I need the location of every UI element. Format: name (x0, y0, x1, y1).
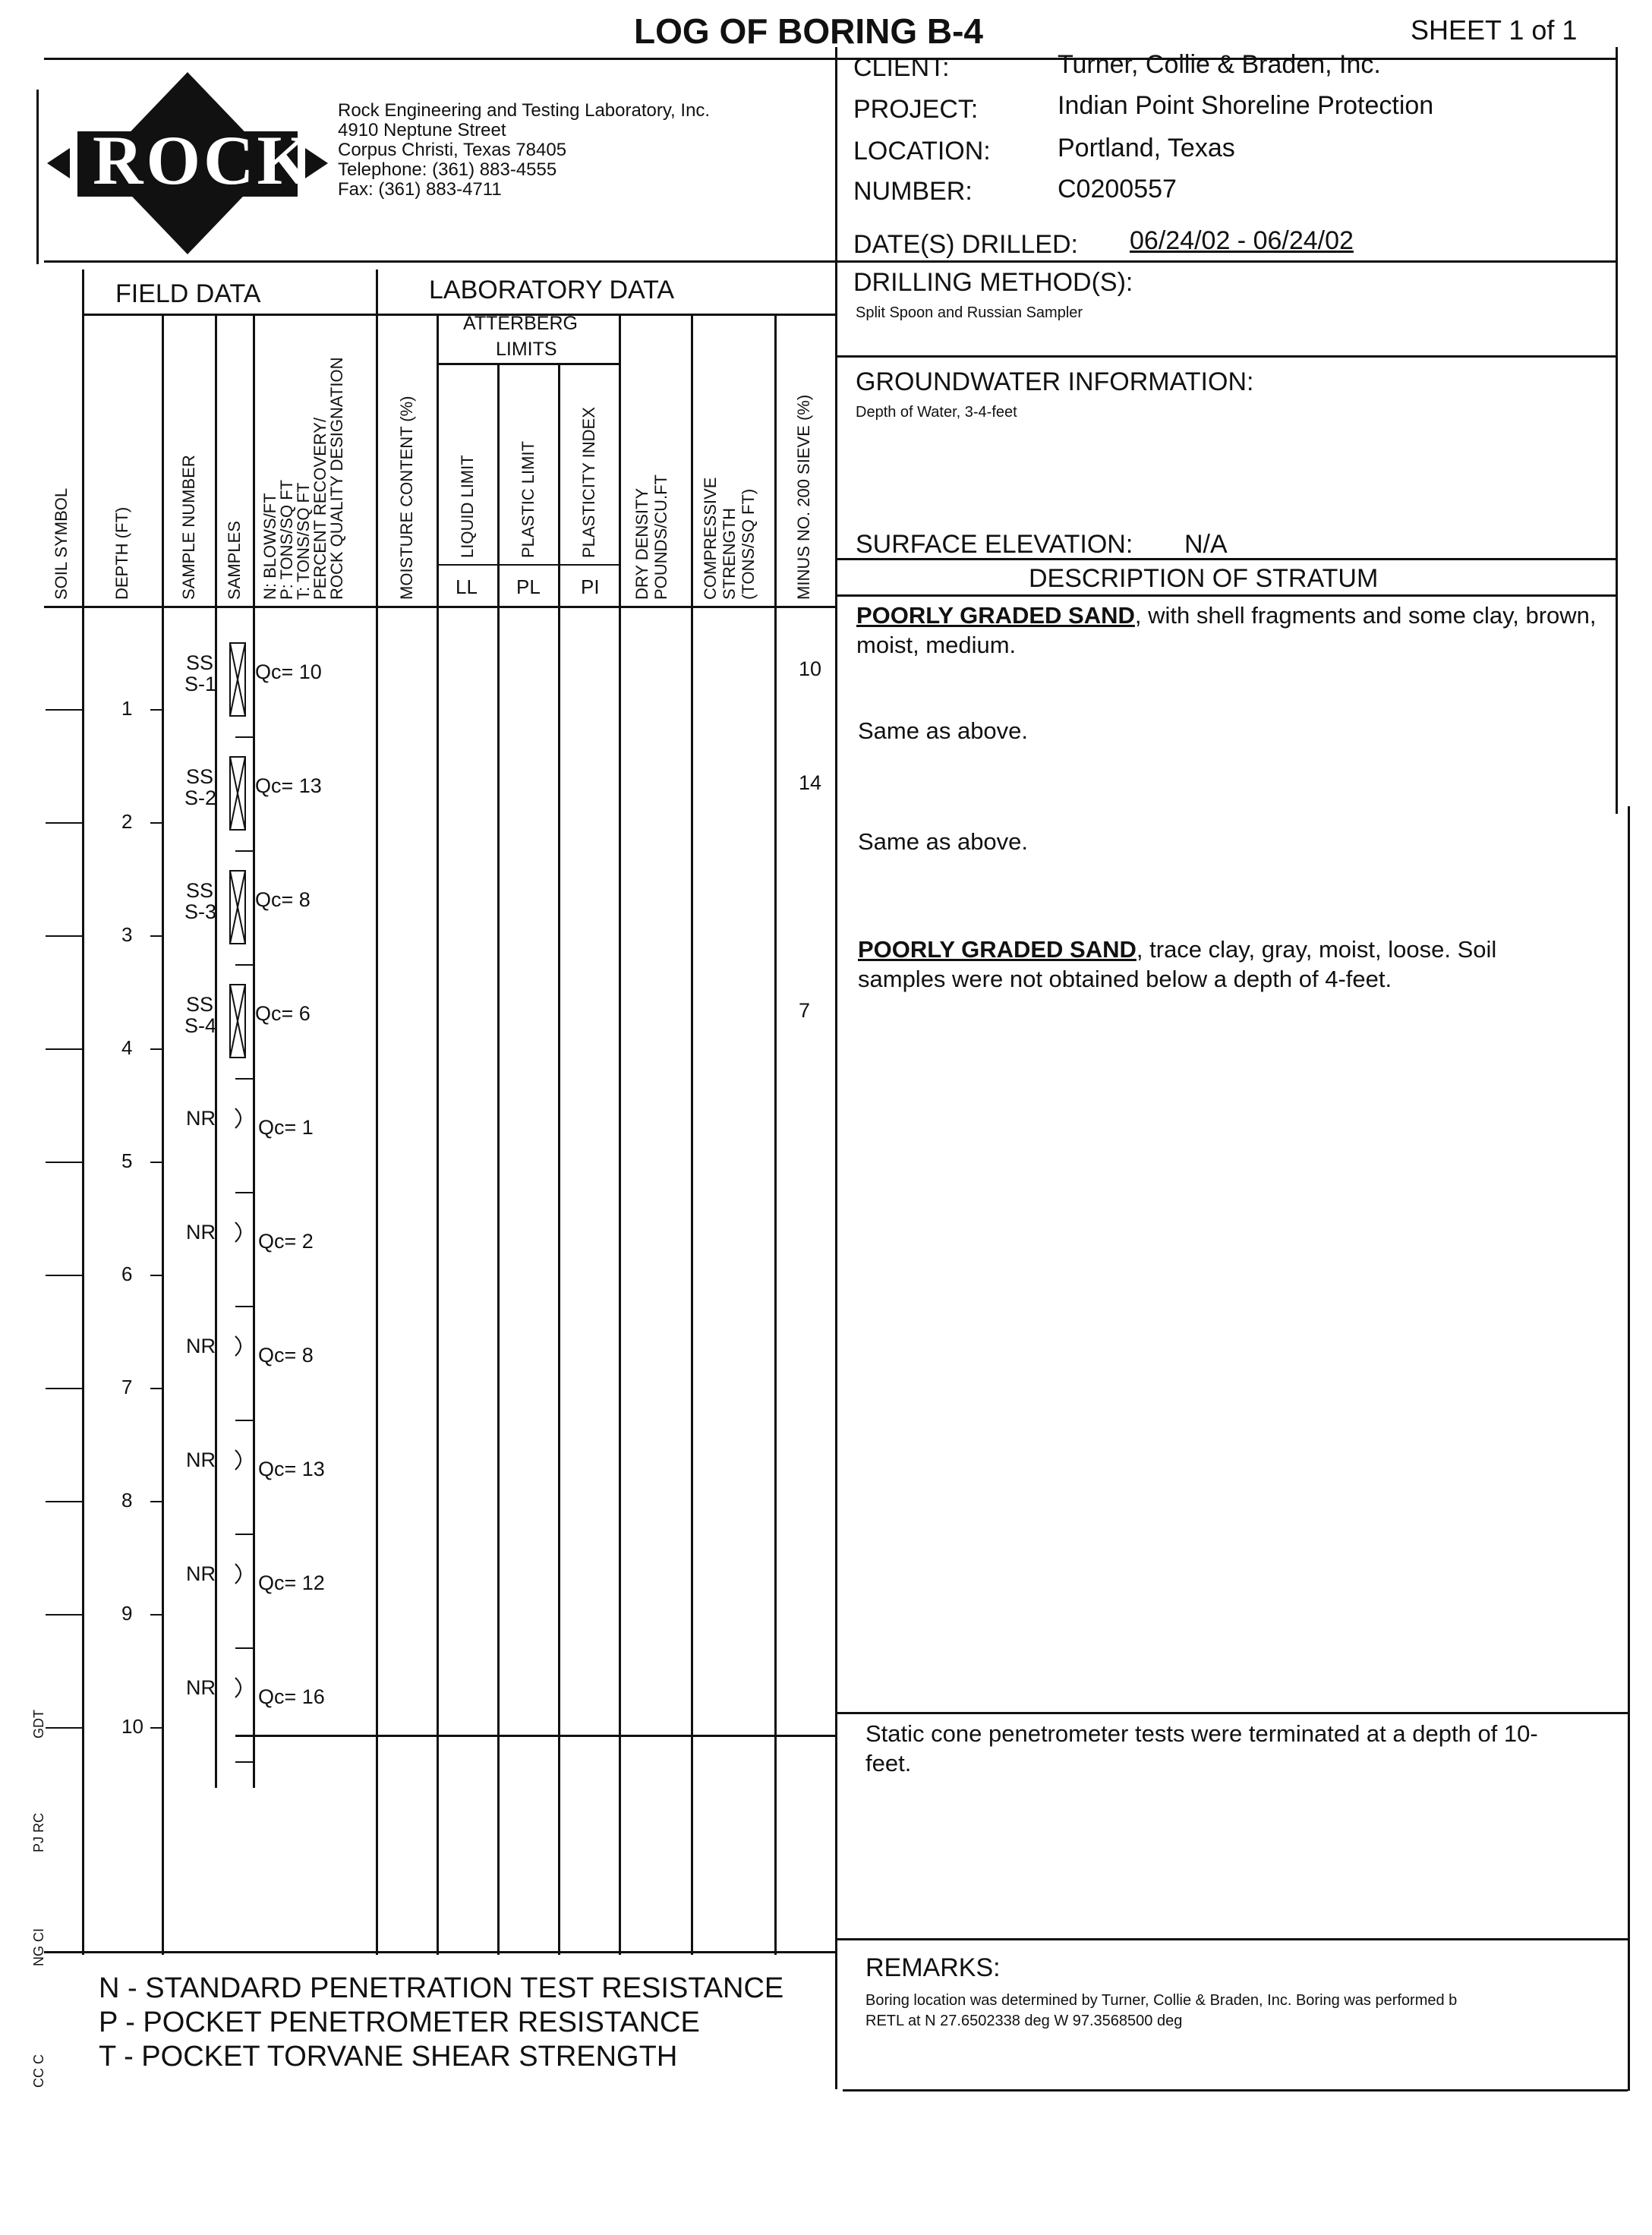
depth-tick-label: 6 (121, 1263, 133, 1285)
col-dry-comp (691, 315, 693, 1955)
blows-header-4: PERCENT RECOVERY/ (311, 417, 329, 600)
legend-p: P - POCKET PENETROMETER RESISTANCE (99, 2006, 700, 2038)
sample-separator (235, 1192, 253, 1193)
client-label: CLIENT: (853, 53, 950, 82)
remarks-line-1: Boring location was determined by Turner, Collie & Braden, Inc. Boring was performed b (865, 1992, 1458, 2009)
header-bottom-border (44, 260, 1617, 263)
depth-tick-mark-right (150, 709, 162, 711)
sample-type: SS (186, 765, 214, 788)
col-moisture-ll (437, 315, 439, 1955)
depth-tick-mark (46, 1388, 82, 1389)
depth-tick-label: 9 (121, 1602, 133, 1625)
dry-density-header-2: POUNDS/CU.FT (651, 474, 670, 600)
depth-tick-mark-right (150, 935, 162, 937)
split-spoon-icon (228, 983, 247, 1059)
liquid-limit-header: LIQUID LIMIT (458, 455, 477, 558)
depth-tick-mark-right (150, 1388, 162, 1389)
depth-tick-label: 5 (121, 1149, 133, 1172)
col-pl-pi (558, 364, 560, 1955)
company-city: Corpus Christi, Texas 78405 (338, 140, 567, 160)
blows-header-3: T: TONS/SQ FT (294, 482, 313, 600)
depth-tick-label: 1 (121, 697, 133, 720)
moisture-header: MOISTURE CONTENT (%) (397, 396, 416, 600)
split-spoon-icon (228, 755, 247, 831)
cone-test-icon (232, 1562, 249, 1585)
depth-tick-mark-right (150, 1614, 162, 1616)
depth-tick-mark-right (150, 1162, 162, 1163)
compressive-header-1: COMPRESSIVE (701, 477, 720, 600)
col-samples-blows (253, 315, 255, 1788)
depth-tick-mark (46, 709, 82, 711)
minus-200-value: 10 (799, 657, 822, 680)
number-label: NUMBER: (853, 177, 973, 206)
depth-tick-label: 3 (121, 923, 133, 946)
same-as-above-2: Same as above. (858, 828, 1029, 855)
sample-separator (235, 1078, 253, 1080)
dry-density-header-1: DRY DENSITY (632, 487, 651, 600)
cone-resistance-value: Qc= 8 (255, 888, 311, 911)
ll-pl-pi-top (437, 564, 619, 566)
cone-resistance-value: Qc= 13 (258, 1458, 325, 1480)
depth-tick-mark (46, 1501, 82, 1502)
drilling-bottom-border (835, 355, 1616, 358)
cone-resistance-value: Qc= 1 (258, 1116, 314, 1139)
description-header: DESCRIPTION OF STRATUM (1029, 564, 1379, 593)
soil-symbol-header: SOIL SYMBOL (52, 487, 71, 600)
depth-10-line (235, 1735, 835, 1737)
cone-test-icon (232, 1676, 249, 1699)
sample-id: S-2 (184, 787, 217, 809)
depth-tick-mark-right (150, 1727, 162, 1729)
legend-t: T - POCKET TORVANE SHEAR STRENGTH (99, 2041, 678, 2073)
col-ll-pl (497, 364, 500, 1955)
project-value: Indian Point Shoreline Protection (1058, 91, 1434, 120)
split-spoon-icon (228, 641, 247, 717)
sample-separator (235, 1306, 253, 1307)
depth-tick-mark (46, 1048, 82, 1050)
plasticity-index-header: PLASTICITY INDEX (579, 407, 598, 558)
depth-header: DEPTH (FT) (112, 506, 131, 600)
drilling-method-value: Split Spoon and Russian Sampler (856, 304, 1083, 321)
sample-type: NR (186, 1221, 216, 1244)
sample-type: NR (186, 1448, 216, 1471)
plastic-limit-header: PLASTIC LIMIT (519, 440, 538, 558)
sample-type: NR (186, 1676, 216, 1699)
sample-id: S-4 (184, 1014, 217, 1037)
desc-header-bottom-border (835, 594, 1616, 597)
sample-type: NR (186, 1107, 216, 1130)
cone-resistance-value: Qc= 2 (258, 1230, 314, 1253)
rock-logo-text: ROCK (93, 121, 314, 199)
cone-resistance-value: Qc= 13 (255, 774, 322, 797)
depth-tick-mark-right (150, 1501, 162, 1502)
page-title: LOG OF BORING B-4 (634, 11, 983, 51)
sample-number-header: SAMPLE NUMBER (179, 455, 198, 600)
stratum-1 (856, 601, 1608, 660)
cone-test-icon (232, 1221, 249, 1244)
minus-200-value: 7 (799, 999, 811, 1022)
cone-test-icon (232, 1107, 249, 1130)
field-lab-header-bottom (82, 314, 835, 316)
sample-id: S-3 (184, 900, 217, 923)
depth-tick-label: 7 (121, 1376, 133, 1398)
ll-header: LL (456, 575, 478, 598)
project-label: PROJECT: (853, 95, 979, 124)
col-field-lab (376, 270, 378, 1955)
cone-resistance-value: Qc= 6 (255, 1002, 311, 1025)
dates-drilled-value: 06/24/02 - 06/24/02 (1130, 226, 1354, 255)
depth-tick-mark (46, 822, 82, 824)
remarks-bottom-border (843, 2089, 1628, 2092)
remarks-label: REMARKS: (865, 1953, 1001, 1982)
top-border (44, 58, 1617, 60)
sample-type: SS (186, 993, 214, 1016)
atterberg-header-bottom (437, 363, 619, 365)
blows-header-2: P: TONS/SQ FT (277, 479, 296, 600)
company-telephone: Telephone: (361) 883-4555 (338, 159, 557, 180)
drilling-method-label: DRILLING METHOD(S): (853, 268, 1133, 297)
terminated-divider (835, 1712, 1628, 1714)
depth-tick-mark (46, 1614, 82, 1616)
cone-resistance-value: Qc= 16 (258, 1685, 325, 1708)
company-name: Rock Engineering and Testing Laboratory, Inc. (338, 100, 711, 121)
surface-elevation-label: SURFACE ELEVATION: (856, 530, 1133, 559)
depth-tick-mark-right (150, 1048, 162, 1050)
remarks-line-2: RETL at N 27.6502338 deg W 97.3568500 deg (865, 2013, 1183, 2029)
margin-mark-ng: NG CI (31, 1928, 46, 1966)
depth-tick-label: 10 (121, 1715, 143, 1738)
col-depth-sample (162, 315, 164, 1955)
terminated-note: Static cone penetrometer tests were terminated at a depth of 10-feet. (865, 1720, 1538, 1776)
cone-resistance-value: Qc= 10 (255, 660, 322, 683)
cone-test-icon (232, 1335, 249, 1357)
depth-tick-mark (46, 1162, 82, 1163)
cone-resistance-value: Qc= 8 (258, 1344, 314, 1367)
cone-resistance-value: Qc= 12 (258, 1571, 325, 1594)
margin-mark-gdt: GDT (31, 1710, 46, 1739)
col-pi-dry (619, 315, 621, 1955)
groundwater-value: Depth of Water, 3-4-feet (856, 404, 1017, 421)
margin-mark-cc: CC C (31, 2054, 46, 2088)
sample-separator (235, 1761, 253, 1763)
sample-separator (235, 1647, 253, 1649)
dates-drilled-label: DATE(S) DRILLED: (853, 230, 1078, 259)
blows-header-1: N: BLOWS/FT (260, 493, 279, 600)
samples-header: SAMPLES (225, 521, 244, 600)
sample-separator (235, 736, 253, 738)
right-border-top (1616, 47, 1618, 814)
sample-type: SS (186, 879, 214, 902)
sample-separator (235, 850, 253, 852)
location-label: LOCATION: (853, 137, 991, 165)
depth-tick-mark (46, 1727, 82, 1729)
sample-type: NR (186, 1335, 216, 1357)
sample-type: SS (186, 651, 214, 674)
table-bottom-border (44, 1951, 835, 1953)
right-border-bottom (1628, 806, 1630, 2091)
field-data-header: FIELD DATA (115, 279, 261, 308)
stratum-2 (858, 935, 1572, 995)
minus-200-value: 14 (799, 771, 822, 794)
sheet-number: SHEET 1 of 1 (1411, 14, 1578, 46)
number-value: C0200557 (1058, 175, 1177, 203)
depth-tick-label: 8 (121, 1489, 133, 1512)
center-divider (835, 47, 837, 2089)
depth-tick-mark-right (150, 822, 162, 824)
limits-header: LIMITS (496, 339, 557, 360)
split-spoon-icon (228, 869, 247, 945)
stratum-2-text: , trace clay, gray, moist, loose. Soil samples were not obtained below a depth of 4-feet. (858, 936, 1497, 992)
pi-header: PI (581, 575, 600, 598)
col-soil-depth (82, 270, 84, 1955)
minus-200-header: MINUS NO. 200 SIEVE (%) (794, 394, 813, 600)
atterberg-header: ATTERBERG (463, 313, 578, 334)
same-as-above-1: Same as above. (858, 717, 1029, 744)
compressive-header-3: (TONS/SQ FT) (739, 488, 758, 600)
sample-separator (235, 1534, 253, 1535)
col-comp-sieve (774, 315, 777, 1955)
rock-logo (47, 72, 328, 254)
margin-mark-pj: PJ RC (31, 1812, 46, 1852)
company-fax: Fax: (361) 883-4711 (338, 179, 502, 200)
depth-tick-mark (46, 935, 82, 937)
compressive-header-2: STRENGTH (720, 508, 739, 600)
sample-id: S-1 (184, 673, 217, 695)
company-street: 4910 Neptune Street (338, 120, 506, 140)
legend-n: N - STANDARD PENETRATION TEST RESISTANCE (99, 1972, 784, 2004)
location-value: Portland, Texas (1058, 134, 1235, 162)
cone-test-icon (232, 1448, 249, 1471)
left-border-header (36, 90, 39, 264)
client-value: Turner, Collie & Braden, Inc. (1058, 50, 1381, 79)
depth-tick-mark-right (150, 1275, 162, 1276)
sample-separator (235, 964, 253, 966)
laboratory-data-header: LABORATORY DATA (429, 276, 675, 304)
blows-header-5: ROCK QUALITY DESIGNATION (327, 357, 346, 600)
stratum-1-title: POORLY GRADED SAND (856, 602, 1135, 629)
pl-header: PL (516, 575, 541, 598)
column-header-bottom (44, 606, 835, 608)
depth-tick-label: 4 (121, 1036, 133, 1059)
sample-separator (235, 1420, 253, 1421)
depth-tick-label: 2 (121, 810, 133, 833)
depth-tick-mark (46, 1275, 82, 1276)
groundwater-label: GROUNDWATER INFORMATION: (856, 367, 1254, 396)
sample-type: NR (186, 1562, 216, 1585)
stratum-1-text: , with shell fragments and some clay, brown, moist, medium. (856, 602, 1597, 658)
stratum-2-title: POORLY GRADED SAND (858, 936, 1137, 963)
remarks-top-border (835, 1938, 1628, 1940)
surface-elevation-value: N/A (1184, 530, 1228, 559)
